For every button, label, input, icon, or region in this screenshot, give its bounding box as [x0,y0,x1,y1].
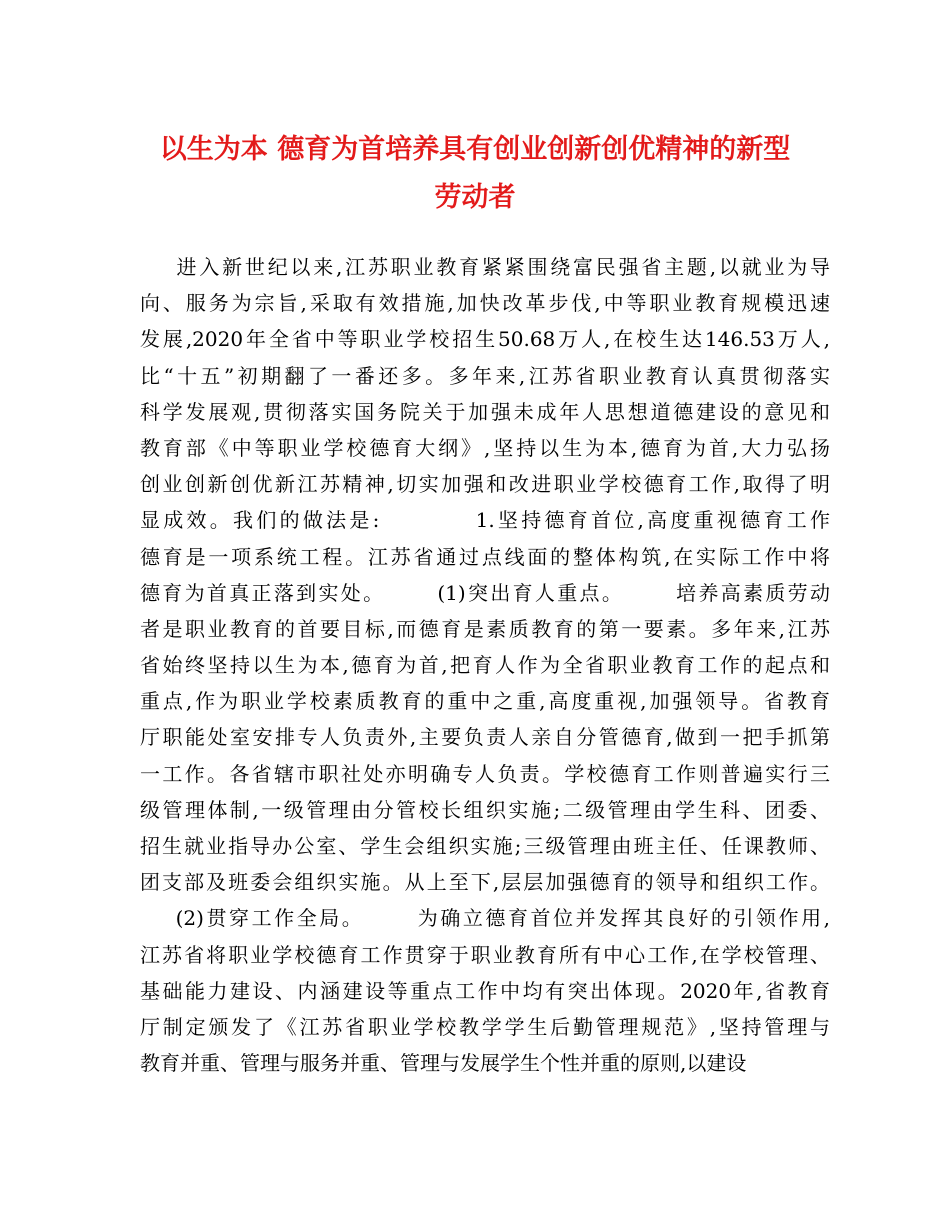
body-line: 进入新世纪以来,江苏职业教育紧紧围绕富民强省主题,以就业为导 [140,255,830,279]
body-line: 一工作。各省辖市职社处亦明确专人负责。学校德育工作则普遍实行三 [140,761,830,786]
body-line: (2)贯穿工作全局。 为确立德育首位并发挥其良好的引领作用, [140,906,830,931]
body-line: 基础能力建设、内涵建设等重点工作中均有突出体现。2020年,省教育 [140,978,830,1003]
body-line: 德育是一项系统工程。江苏省通过点线面的整体构筑,在实际工作中将 [140,544,830,569]
body-line: 级管理体制,一级管理由分管校长组织实施;二级管理由学生科、团委、 [140,797,830,822]
body-line: 向、服务为宗旨,采取有效措施,加快改革步伐,中等职业教育规模迅速 [140,291,830,316]
body-line: 创业创新创优新江苏精神,切实加强和改进职业学校德育工作,取得了明 [140,472,830,497]
body-line: 德育为首真正落到实处。 (1)突出育人重点。 培养高素质劳动 [140,580,830,605]
body-line: 重点,作为职业学校素质教育的重中之重,高度重视,加强领导。省教育 [140,689,830,714]
body-line: 厅职能处室安排专人负责外,主要负责人亲自分管德育,做到一把手抓第 [140,725,830,750]
title-line: 以生为本 德育为首培养具有创业创新创优精神的新型 [159,134,791,165]
body-line: 厅制定颁发了《江苏省职业学校教学学生后勤管理规范》,坚持管理与 [140,1014,830,1039]
body-line: 发展,2020年全省中等职业学校招生50.68万人,在校生达146.53万人, [140,327,830,352]
title-line: 劳动者 [434,182,516,213]
body-line: 江苏省将职业学校德育工作贯穿于职业教育所有中心工作,在学校管理、 [140,942,830,967]
body-line: 者是职业教育的首要目标,而德育是素质教育的第一要素。多年来,江苏 [140,616,830,641]
body-line: 科学发展观,贯彻落实国务院关于加强未成年人思想道德建设的意见和 [140,399,830,424]
body-line: 招生就业指导办公室、学生会组织实施;三级管理由班主任、任课教师、 [140,834,830,858]
document-body [140,249,830,1081]
body-line: 团支部及班委会组织实施。从上至下,层层加强德育的领导和组织工作。 [140,870,830,895]
body-line: 显成效。我们的做法是: 1.坚持德育首位,高度重视德育工作 [140,508,830,533]
body-line: 教育并重、管理与服务并重、管理与发展学生个性并重的原则,以建设 [140,1051,747,1076]
document-title [100,126,850,222]
body-line: 教育部《中等职业学校德育大纲》,坚持以生为本,德育为首,大力弘扬 [140,435,830,460]
body-line: 比“十五”初期翻了一番还多。多年来,江苏省职业教育认真贯彻落实 [140,363,830,388]
body-line: 省始终坚持以生为本,德育为首,把育人作为全省职业教育工作的起点和 [140,653,830,678]
